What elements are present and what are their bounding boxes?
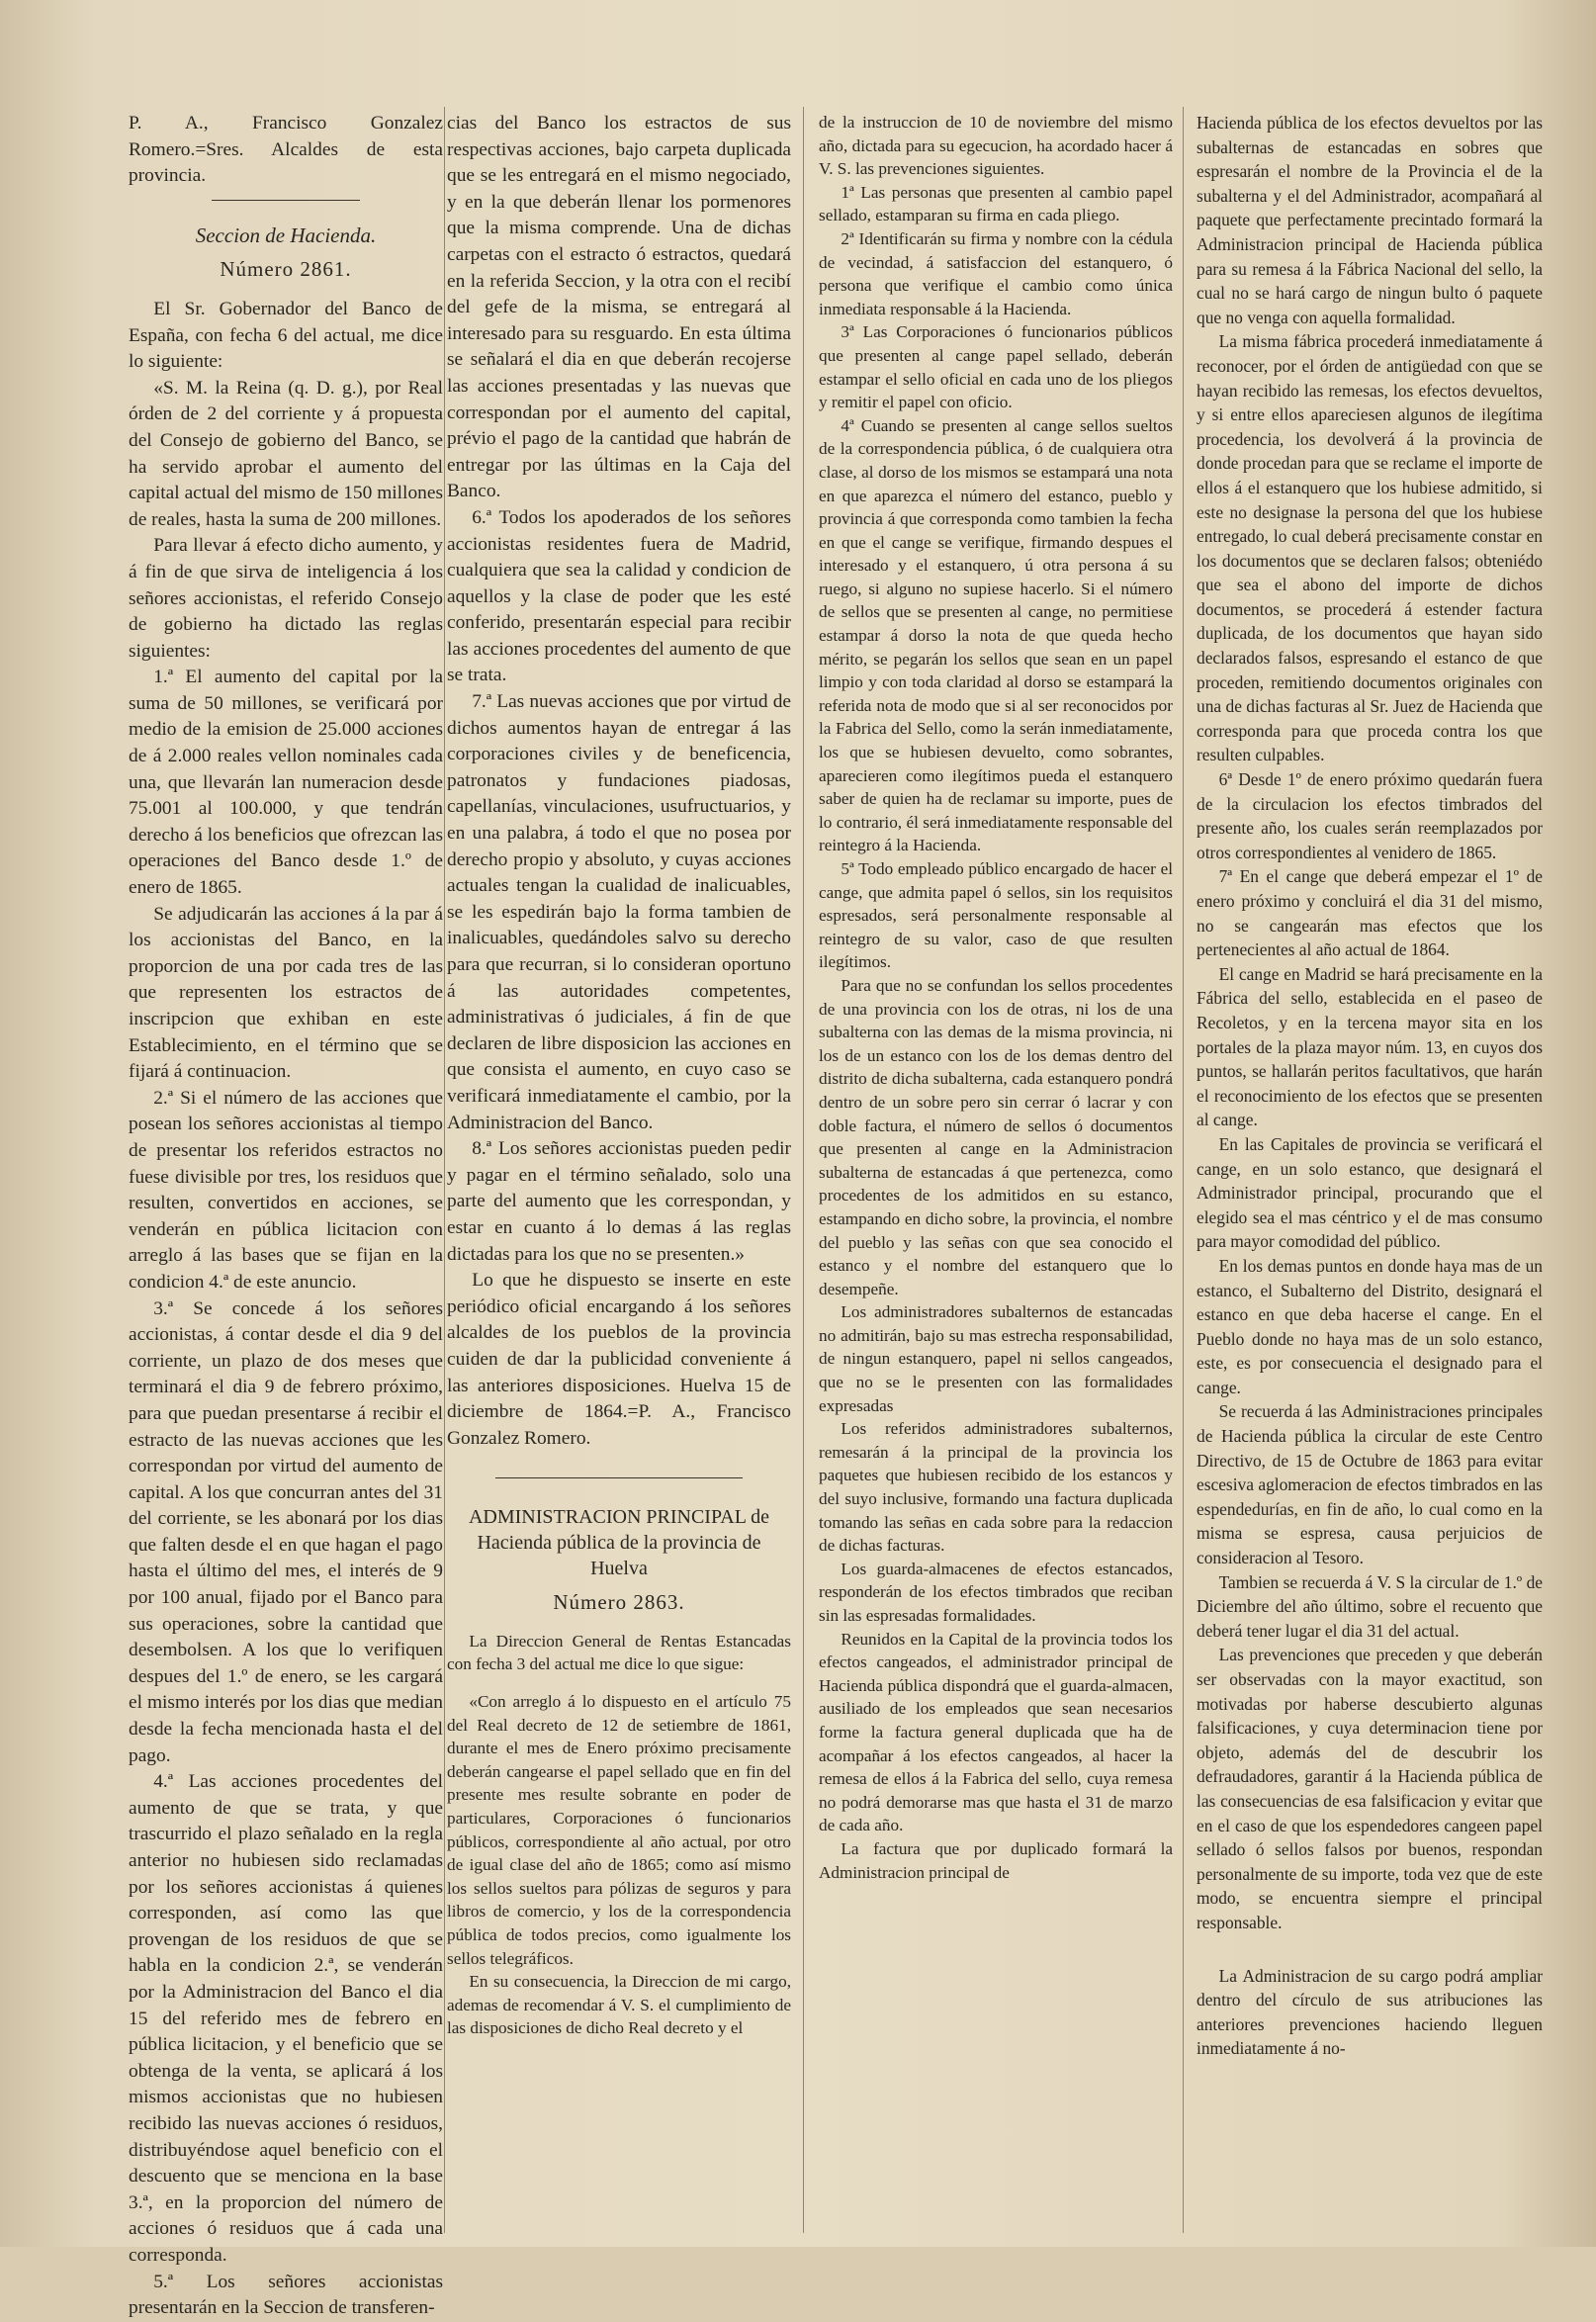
paragraph: 3.ª Se concede á los señores accionistas, á contar desde el dia 9 del corriente, un plazo de dos meses que terminará el dia 9 de febrero próximo, para que puedan presentarse á recibir el estracto de las nuevas acciones que les correspondan por virtud del aumento de capital. A los que concurran antes del 31 del corriente, se les abonará por los dias que falten desde el en que hagan el pago hasta el último del mes, el interés de 9 por 100 anual, fijado por el Banco para sus operaciones, sobre la cantidad que desembolsen. A los que lo verifiquen despues del 1.º de enero, se les cargará el mismo interés por los dias que median desde la fecha mencionada hasta el del pago. xyxy=(129,1297,443,1766)
paragraph: La Direccion General de Rentas Estancadas con fecha 3 del actual me dice lo que sigue: xyxy=(447,1631,791,1674)
paragraph: Reunidos en la Capital de la provincia todos los efectos cangeados, el administrador principal de Hacienda pública dispondrá que el guarda-almacen, ausiliado de los empleados que sean necesarios forme la factura general duplicada que ha de acompañar á los efectos cangeados, al hacer la remesa de ellos á la Fabrica del sello, cuya remesa no podrá demorarse mas que hasta el 31 de marzo de cada año. xyxy=(819,1629,1173,1835)
paragraph: 4ª Cuando se presenten al cange sellos sueltos de la correspondencia pública, ó de cualquiera otra clase, al dorso de los mismos se estampará una nota en que aparezca el número del estanco, pueblo y provincia á que corresponda como tambien la fecha en que el cange se verifique, firmando despues el interesado y el estanquero, ú otra persona á su ruego, si alguno no supiese hacerlo. Si el número de sellos que se presenten al cange, no permitiese estampar á dorso la nota de que queda hecho mérito, se pegarán los sellos que sean en un papel limpio y con toda claridad al dorso se estampará la referida nota de modo que si al ser reconocidos por la Fabrica del Sello, como la serán inmediatamente, los que se hubiesen devuelto, como sobrantes, aparecieren como ilegítimos pueda el estanquero saber de quien ha de reclamar su importe, pues de lo contrario, él será inmediatamente responsable del reintegro á la Hacienda. xyxy=(819,415,1173,855)
paragraph: En los demas puntos en donde haya mas de un estanco, el Subalterno del Distrito, designará el estanco en que deba hacerse el cange. En el Pueblo donde no haya mas de un solo estanco, este, es por consecuencia el designado para el cange. xyxy=(1197,1255,1543,1397)
paragraph: El cange en Madrid se hará precisamente en la Fábrica del sello, establecida en el paseo de Recoletos, y en la tercena mayor sita en los portales de la plaza mayor núm. 13, en cuyos dos puntos, se hallarán peritos facultativos, que harán el reconocimiento de los efectos que se presenten al cange. xyxy=(1197,963,1543,1130)
paragraph: Tambien se recuerda á V. S la circular de 1.º de Diciembre del año último, sobre el recuento que deberá tener lugar el dia 31 del actual. xyxy=(1197,1571,1543,1641)
column-divider xyxy=(444,107,445,2233)
column-2 xyxy=(447,111,791,2237)
paragraph: 2.ª Si el número de las acciones que posean los señores accionistas al tiempo de presentar los referidos estractos no fuese divisible por tres, los residuos que resulten, convertidos en acciones, se venderán en pública licitacion con arreglo á las bases que se fijan en la condicion 4.ª de este anuncio. xyxy=(129,1087,443,1293)
paragraph: 5.ª Los señores accionistas presentarán en la Seccion de transferen- xyxy=(129,2271,443,2319)
paragraph: La Administracion de su cargo podrá ampliar dentro del círculo de sus atribuciones las anteriores prevenciones haciendo lleguen inmediatamente á no- xyxy=(1197,1965,1543,2059)
paragraph: En su consecuencia, la Direccion de mi cargo, ademas de recomendar á V. S. el cumplimiento de las disposiciones de dicho Real decreto y el xyxy=(447,1972,791,2038)
paragraph: Se adjudicarán las acciones á la par á los accionistas del Banco, en la proporcion de una por cada tres de las que representen los estractos de inscripcion que exhiban en este Establecimiento, en el término que se fijará á continuacion. xyxy=(129,903,443,1083)
column-1 xyxy=(129,111,443,2319)
paragraph: La factura que por duplicado formará la Administracion principal de xyxy=(819,1838,1173,1882)
column-divider xyxy=(803,107,804,2233)
separator-rule xyxy=(212,200,360,201)
paragraph: Lo que he dispuesto se inserte en este periódico oficial encargando á los señores alcaldes de los pueblos de la provincia cuiden de dar la publicidad conveniente á las anteriores disposiciones. Huelva 15 de diciembre de 1864.=P. A., Francisco Gonzalez Romero. xyxy=(447,1270,791,1449)
paragraph: 5ª Todo empleado público encargado de hacer el cange, que admita papel ó sellos, sin los requisitos espresados, será personalmente responsable al reintegro de su valor, caso de que resulten ilegítimos. xyxy=(819,859,1173,972)
separator-rule xyxy=(1340,1949,1399,1950)
section-title: Seccion de Hacienda. xyxy=(195,223,377,247)
paragraph: Para llevar á efecto dicho aumento, y á fin de que sirva de inteligencia á los señores accionistas, el referido Consejo de gobierno ha dictado las reglas siguientes: xyxy=(129,535,443,662)
paragraph: P. A., Francisco Gonzalez Romero.=Sres. Alcaldes de esta provincia. xyxy=(129,113,443,187)
paragraph: «Con arreglo á lo dispuesto en el artículo 75 del Real decreto de 12 de setiembre de 1861, durante el mes de Enero próximo precisamente deberán cangearse el papel sellado que en fin del presente mes resulte sobrante en poder de particulares, Corporaciones ó funcionarios públicos, correspondiente al año actual, por otro de igual clase del año de 1865; como así mismo los sellos sueltos para pólizas de seguros y para libros de comercio, y los de la correspondencia pública de todos precios, como igualmente los sellos telegráficos. xyxy=(447,1692,791,1968)
paragraph: Se recuerda á las Administraciones principales de Hacienda pública la circular de este Centro Directivo, de 15 de Octubre de 1863 para evitar escesiva aglomeracion de efectos timbrados en las espendedurías, en fin de año, lo cual como en la misma se espresa, causa perjuicios de consideracion al Tesoro. xyxy=(1197,1401,1543,1568)
paragraph: En las Capitales de provincia se verificará el cange, en un solo estanco, que designará el Administrador principal, procurando que el elegido sea el mas céntrico y el de mas consumo para mayor comodidad del público. xyxy=(1197,1133,1543,1252)
paragraph: 6.ª Todos los apoderados de los señores accionistas residentes fuera de Madrid, cualquiera que sea la calidad y condicion de aquellos y la clase de poder que les esté conferido, presentarán especial para recibir las acciones procedentes del aumento de que se trata. xyxy=(447,506,791,686)
paragraph: Las prevenciones que preceden y que deberán ser observadas con la mayor exactitud, son motivadas por haberse descubierto algunas falsificaciones, y cuya determinacion tiene por objeto, además del de descubrir los defraudadores, garantir á la Hacienda pública de las consecuencias de esa falsificacion y evitar que en el caso de que los espendedores cangeen papel sellado ó sellos falsos por buenos, respondan personalmente de su importe, toda vez que de este modo, se encuentra siempre el principal responsable. xyxy=(1197,1645,1543,1932)
paragraph: Para que no se confundan los sellos procedentes de una provincia con los de otras, ni los de una subalterna con las demas de la misma provincia, ni los de un estanco con los de los demas dentro del distrito de dicha subalterna, cada estanquero pondrá dentro de un sobre pero sin cerrar ó lacrar y con doble factura, el número de sellos ó documentos que presenten al cange en la Administracion subalterna de estancadas á que pertenezca, como procedentes de los admitidos en su estanco, estampando en dicho sobre, la provincia, el nombre del pueblo y las señas con que sea conocido el estanco y el nombre del estanquero que lo desempeñe. xyxy=(819,975,1173,1298)
paragraph: 6ª Desde 1º de enero próximo quedarán fuera de la circulacion los efectos timbrados del presente año, los cuales serán reemplazados por otros correspondientes al venidero de 1865. xyxy=(1197,769,1543,862)
paragraph: Hacienda pública de los efectos devueltos por las subalternas de estancadas en sobres que espresarán el nombre de la Provincia el de la subalterna y el del Administrador, acompañará al paquete que perfectamente precintado formará la Administracion principal de Hacienda pública para su remesa á la Fábrica Nacional del sello, la cual no se hará cargo de ningun bulto ó paquete que no venga con aquella formalidad. xyxy=(1197,113,1543,327)
paragraph: 1.ª El aumento del capital por la suma de 50 millones, se verificará por medio de la emision de 25.000 acciones de á 2.000 reales vellon nominales cada una, que llevarán lan numeracion desde 75.001 al 100.000, y que tendrán derecho á los beneficios que ofrezcan las operaciones del Banco desde 1.º de enero de 1865. xyxy=(129,667,443,899)
paragraph: 2ª Identificarán su firma y nombre con la cédula de vecindad, á satisfaccion del estanquero, ó persona que verifique el cambio como única inmediata responsable á la Hacienda. xyxy=(819,228,1173,318)
paragraph: de la instruccion de 10 de noviembre del mismo año, dictada para su egecucion, ha acordado hacer á V. S. las prevenciones siguientes. xyxy=(819,113,1173,179)
paragraph: La misma fábrica procederá inmediatamente á reconocer, por el órden de antigüedad con que se hayan recibido las remesas, los efectos devueltos, y si entre ellos apareciesen algunos de ilegítima procedencia, los devolverá á la provincia de donde procedan para que se reclame el importe de ellos á el estanquero que los hubiese admitido, si este no designase la persona del que los hubiese entregado, lo cual deberá precisamente constar en los documentos que se declaren falsos; obteniédo que sea el abono del importe de dichos documentos, se procederá á estender factura duplicada, de los documentos que hayan sido declarados falsos, espresando el estanco de que proceden, remitiendo documentos originales con una de dichas facturas al Sr. Juez de Hacienda que corresponda para que proceda contra los que resulten culpables. xyxy=(1197,331,1543,765)
paragraph: 8.ª Los señores accionistas pueden pedir y pagar en el término señalado, solo una parte del aumento que les correspondan, y estar en cuanto á lo demas á las reglas dictadas para los que no se presenten.» xyxy=(447,1138,791,1265)
paragraph: Los guarda-almacenes de efectos estancados, responderán de los efectos timbrados que reciban sin las espresadas formalidades. xyxy=(819,1559,1173,1625)
paragraph: cias del Banco los estractos de sus respectivas acciones, bajo carpeta duplicada que se les entregará en el mismo negociado, y en la que deberán llenar los pormenores que la misma comprende. Una de dichas carpetas con el estracto ó estractos, quedará en la referida Seccion, y la otra con el recibí del gefe de la misma, se entregará al interesado para su resguardo. En esta última se señalará el dia en que deberán recojerse las acciones presentadas y las nuevas que correspondan por el aumento del capital, prévio el pago de la cantidad que habrán de entregar por las últimas en la Caja del Banco. xyxy=(447,113,791,502)
separator-rule xyxy=(495,1477,743,1478)
column-3 xyxy=(819,111,1173,2237)
article-number: Número 2861. xyxy=(220,257,352,282)
paragraph: 1ª Las personas que presenten al cambio papel sellado, estamparan su firma en cada pliego. xyxy=(819,182,1173,225)
column-divider xyxy=(1183,107,1184,2233)
paragraph: 3ª Las Corporaciones ó funcionarios públicos que presenten al cange papel sellado, deberán estampar el sello oficial en cada uno de los pliegos y remitir el papel con oficio. xyxy=(819,322,1173,412)
column-4 xyxy=(1197,111,1543,2237)
paragraph: 4.ª Las acciones procedentes del aumento de que se trata, y que trascurrido el plazo señalado en la regla anterior no hubiesen sido reclamadas por los señores accionistas á quienes corresponden, así como las que provengan de los residuos de que se habla en la condicion 2.ª, se venderán por la Administracion del Banco el dia 15 del referido mes de febrero en pública licitacion, y el beneficio que se obtenga de la venta, se aplicará á los mismos accionistas que no hubiesen recibido las nuevas acciones ó residuos, distribuyéndose aquel beneficio con el descuento que se menciona en la base 3.ª, en la proporcion del número de acciones ó residuos que á cada una corresponda. xyxy=(129,1771,443,2266)
paragraph: «S. M. la Reina (q. D. g.), por Real órden de 2 del corriente y á propuesta del Consejo de gobierno del Banco, se ha servido aprobar el aumento del capital actual del mismo de 150 millones de reales, hasta la suma de 200 millones. xyxy=(129,377,443,530)
paragraph: 7.ª Las nuevas acciones que por virtud de dichos aumentos hayan de entregar á las corporaciones civiles y de beneficencia, patronatos y fundaciones piadosas, capellanías, vinculaciones, usufructuarios, y en una palabra, á todo el que no posea por derecho propio y absoluto, y cuyas acciones actuales tengan la cualidad de inalicuables, se les espedirán bajo la forma tambien de inalicuables, quedándoles salvo su derecho para que recurran, si lo consideran oportuno á las autoridades competentes, administrativas ó judiciales, á fin de que declaren de libre disposicion las acciones en que consista el aumento, en cuyo caso se verificará inmediatamente el cambio, por la Administracion del Banco. xyxy=(447,691,791,1133)
paragraph: El Sr. Gobernador del Banco de España, con fecha 6 del actual, me dice lo siguiente: xyxy=(129,298,443,373)
paragraph: Los administradores subalternos de estancadas no admitirán, bajo su mas estrecha responsabilidad, de ningun estanquero, papel ni sellos cangeados, que no se le presenten con las formalidades expresadas xyxy=(819,1302,1173,1415)
article-number: Número 2863. xyxy=(553,1590,685,1615)
paragraph: Los referidos administradores subalternos, remesarán á la principal de la provincia los paquetes que hubiesen recibido de los estancos y del suyo inclusive, formando una factura duplicada tomando las señas en cada sobre para la redaccion de dichas facturas. xyxy=(819,1419,1173,1556)
paragraph: 7ª En el cange que deberá empezar el 1º de enero próximo y concluirá el dia 31 del mismo, no se cangearán mas efectos que los pertenecientes al año actual de 1864. xyxy=(1197,866,1543,960)
section-title: ADMINISTRACION PRINCIPAL de Hacienda pública de la provincia de Huelva xyxy=(468,1506,770,1580)
